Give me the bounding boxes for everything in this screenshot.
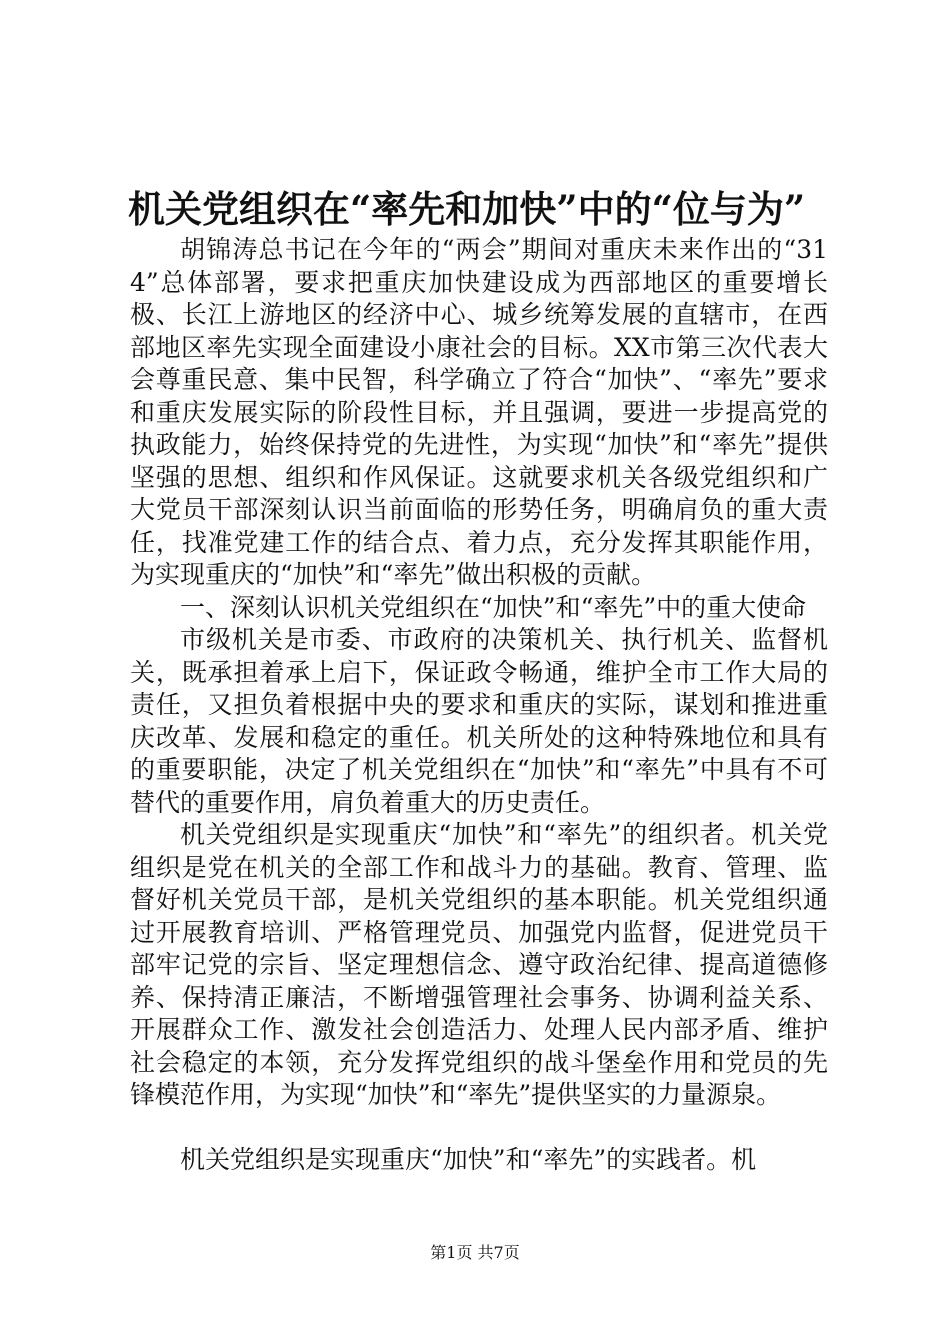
paragraph-practitioner: 机关党组织是实现重庆“加快”和“率先”的实践者。机 bbox=[180, 1144, 757, 1174]
section-heading-1: 一、深刻认识机关党组织在“加快”和“率先”中的重大使命 bbox=[180, 592, 807, 622]
document-title: 机关党组织在“率先和加快”中的“位与为” bbox=[128, 187, 806, 231]
document-body bbox=[130, 234, 828, 1176]
page-footer: 第1页 共7页 bbox=[430, 1243, 520, 1262]
paragraph-intro: 胡锦涛总书记在今年的“两会”期间对重庆未来作出的“314”总体部署，要求把重庆加快建设成为西部地区的重要增长极、长江上游地区的经济中心、城乡统筹发展的直辖市，在西部地区率先实现全面建设小康社会的目标。XX市第三次代表大会尊重民意、集中民智，科学确立了符合“加快”、“率先”要求和重庆发展实际的阶段性目标，并且强调，要进一步提高党的执政能力，始终保持党的先进性，为实现“加快”和“率先”提供坚强的思想、组织和作风保证。这就要求机关各级党组织和广大党员干部深刻认识当前面临的形势任务，明确肩负的重大责任，找准党建工作的结合点、着力点，充分发挥其职能作用，为实现重庆的“加快”和“率先”做出积极的贡献。 bbox=[130, 235, 828, 589]
paragraph-organizer: 机关党组织是实现重庆“加快”和“率先”的组织者。机关党组织是党在机关的全部工作和战斗力的基础。教育、管理、监督好机关党员干部，是机关党组织的基本职能。机关党组织通过开展教育培训、严格管理党员、加强党内监督，促进党员干部牢记党的宗旨、坚定理想信念、遵守政治纪律、提高道德修养、保持清正廉洁，不断增强管理社会事务、协调利益关系、开展群众工作、激发社会创造活力、处理人民内部矛盾、维护社会稳定的本领，充分发挥党组织的战斗堡垒作用和党员的先锋模范作用，为实现“加快”和“率先”提供坚实的力量源泉。 bbox=[130, 820, 828, 1109]
paragraph-municipal-organs: 市级机关是市委、市政府的决策机关、执行机关、监督机关，既承担着承上启下，保证政令畅通，维护全市工作大局的责任，又担负着根据中央的要求和重庆的实际，谋划和推进重庆改革、发展和稳定的重任。机关所处的这种特殊地位和具有的重要职能，决定了机关党组织在“加快”和“率先”中具有不可替代的重要作用，肩负着重大的历史责任。 bbox=[130, 625, 828, 817]
